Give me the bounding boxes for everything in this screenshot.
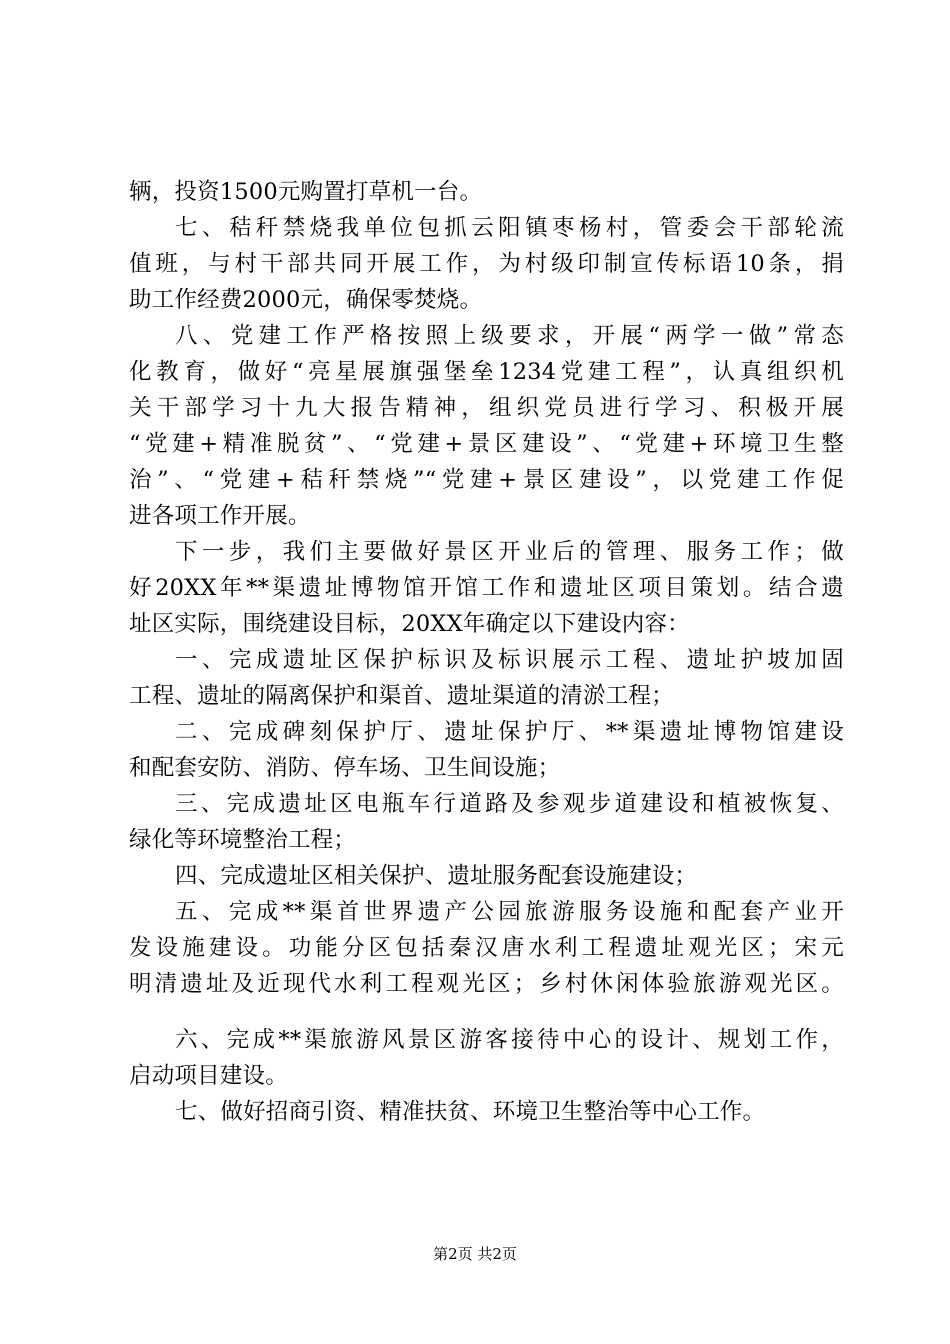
- paragraph: [129, 1022, 844, 1094]
- paragraph: [129, 786, 844, 858]
- text-line: 六、完成**渠旅游风景区游客接待中心的设计、规划工作，: [175, 1027, 844, 1053]
- text-line: 化教育，做好“亮星展旗强堡垒1234党建工程”，认真组织机: [129, 359, 844, 385]
- text-line: 一、完成遗址区保护标识及标识展示工程、遗址护坡加固: [175, 647, 844, 673]
- text-line: 辆，投资1500元购置打草机一台。: [129, 179, 483, 205]
- text-line: 值班，与村干部共同开展工作，为村级印制宣传标语10条，捐: [129, 251, 844, 277]
- text-line: 进各项工作开展。: [129, 503, 311, 529]
- text-line: 明清遗址及近现代水利工程观光区；乡村休闲体验旅游观光区。: [129, 971, 844, 997]
- paragraph: [129, 174, 844, 210]
- page-footer: 第2页 共2页: [433, 1245, 517, 1263]
- text-line: 和配套安防、消防、停车场、卫生间设施；: [129, 755, 561, 781]
- text-line: 关干部学习十九大报告精神，组织党员进行学习、积极开展: [129, 395, 844, 421]
- paragraph: [129, 858, 844, 894]
- text-line: 二、完成碑刻保护厅、遗址保护厅、**渠遗址博物馆建设: [175, 719, 844, 745]
- text-line: 绿化等环境整治工程；: [129, 827, 357, 853]
- text-line: 工程、遗址的隔离保护和渠首、遗址渠道的清淤工程；: [129, 683, 674, 709]
- text-line: “党建+精准脱贫”、“党建+景区建设”、“党建+环境卫生整: [129, 431, 844, 457]
- text-line: 七、秸秆禁烧我单位包抓云阳镇枣杨村，管委会干部轮流: [175, 215, 844, 241]
- paragraph: [129, 894, 844, 1002]
- text-line: 址区实际，围绕建设目标，20XX年确定以下建设内容：: [129, 611, 690, 637]
- paragraph: [129, 534, 844, 642]
- paragraph-gap: [129, 1002, 844, 1022]
- text-line: 三、完成遗址区电瓶车行道路及参观步道建设和植被恢复、: [175, 791, 844, 817]
- paragraph: [129, 642, 844, 714]
- text-line: 发设施建设。功能分区包括秦汉唐水利工程遗址观光区；宋元: [129, 935, 844, 961]
- text-line: 助工作经费2000元，确保零焚烧。: [129, 287, 483, 313]
- text-line: 八、党建工作严格按照上级要求，开展“两学一做”常态: [175, 323, 844, 349]
- text-line: 下一步，我们主要做好景区开业后的管理、服务工作；做: [175, 539, 844, 565]
- text-line: 好20XX年**渠遗址博物馆开馆工作和遗址区项目策划。结合遗: [129, 575, 844, 601]
- paragraph: [129, 1094, 844, 1130]
- text-line: 治”、“党建+秸秆禁烧”“党建+景区建设”，以党建工作促: [129, 467, 844, 493]
- paragraph: [129, 318, 844, 534]
- text-line: 七、做好招商引资、精准扶贫、环境卫生整治等中心工作。: [175, 1099, 766, 1125]
- text-line: 启动项目建设。: [129, 1063, 288, 1089]
- paragraph: [129, 714, 844, 786]
- document-body: [129, 174, 844, 1130]
- text-line: 四、完成遗址区相关保护、遗址服务配套设施建设；: [175, 863, 698, 889]
- text-line: 五、完成**渠首世界遗产公园旅游服务设施和配套产业开: [175, 899, 844, 925]
- paragraph: [129, 210, 844, 318]
